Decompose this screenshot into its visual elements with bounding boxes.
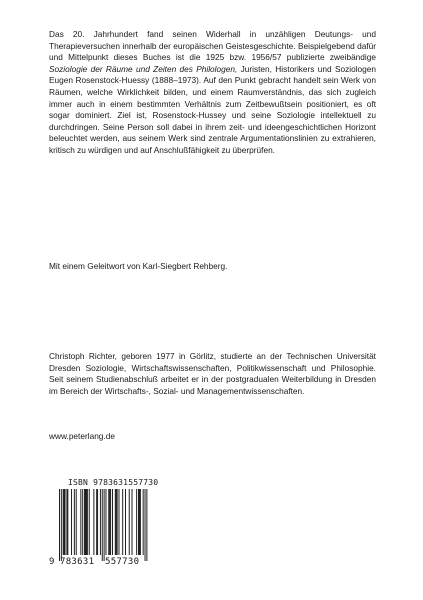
barcode-bar xyxy=(84,489,85,555)
barcode-bar xyxy=(140,489,141,555)
barcode-bar xyxy=(100,489,101,555)
barcode-bar xyxy=(110,489,111,555)
barcode-bar xyxy=(59,489,60,561)
barcode-bar xyxy=(85,489,86,555)
barcode-bar xyxy=(93,489,94,555)
foreword-note: Mit einem Geleitwort von Karl-Siegbert Rehberg. xyxy=(49,261,228,271)
blurb-text-part2: Juristen, Historikers und Soziologen Eugen Rosenstock-Huessy (1888–1973). Auf den Punkt gebracht handelt sein Werk von Räumen, welche Wirklichkeit bilden, und einem Raumverständnis, das sich zugleich immer auch in einem bestimmten Verhältnis zum Zeitbewußtsein positioniert, es oft sogar dominiert. Ziel ist, Rosenstock-Hussey und seine Soziologie intellektuell zu durchdringen. Seine Person soll dabei in ihrem zeit- und ideengeschichtlichen Horizont beleuchtet werden, aus seinem Werk sind zentrale Argumentationslinien zu extrahieren, kritisch zu würdigen und auf Anschlußfähigkeit zu überprüfen. xyxy=(49,63,376,155)
barcode-bar xyxy=(61,489,62,561)
barcode-bars xyxy=(49,489,149,561)
barcode-bar xyxy=(129,489,130,555)
barcode-bar xyxy=(106,489,107,555)
barcode-bar xyxy=(143,489,144,555)
ean-first-digit: 9 xyxy=(49,557,55,567)
barcode-bar xyxy=(65,489,66,555)
blurb-text-part1: Das 20. Jahrhundert fand seinen Widerhall in unzähligen Deutungs- und Therapieversuchen innerhalb der europäischen Geistesgeschichte. Beispielgebend dafür und Mittelpunkt dieses Buches ist die 1925 bzw. 1956/57 publizierte zweibändige xyxy=(49,29,376,63)
barcode-bar xyxy=(82,489,83,555)
barcode-bar xyxy=(63,489,64,555)
barcode-bar xyxy=(102,489,103,561)
barcode-bar xyxy=(132,489,133,555)
ean-left-group: 783631 xyxy=(60,557,95,567)
barcode-bar xyxy=(87,489,88,555)
barcode-bar xyxy=(115,489,116,555)
barcode-bar xyxy=(112,489,113,555)
barcode-bar xyxy=(74,489,75,555)
barcode-bar xyxy=(125,489,126,555)
barcode-bar xyxy=(138,489,139,555)
author-bio: Christoph Richter, geboren 1977 in Görlitz, studierte an der Technischen Universität Dresden Soziologie, Wirtschaftswissenschaften, Politikwissenschaft und Philosophie. Seit seinem Studienabschluß arbeitet er in der postgradualen Weiterbildung in Dresden im Bereich der Wirtschafts-, Sozial- und Managementwissenschaften. xyxy=(49,351,376,396)
barcode-bar xyxy=(109,489,110,555)
barcode-bar xyxy=(64,489,65,555)
barcode-bar xyxy=(76,489,77,555)
barcode-bar xyxy=(80,489,81,555)
back-cover-blurb xyxy=(49,29,376,157)
publisher-website: www.peterlang.de xyxy=(49,431,115,441)
barcode-bar xyxy=(146,489,147,561)
barcode-bar xyxy=(97,489,98,555)
barcode-bar xyxy=(108,489,109,555)
barcode-bar xyxy=(89,489,90,555)
isbn-barcode xyxy=(49,478,159,580)
book-title: Soziologie der Räume und Zeiten des Philologen, xyxy=(49,63,238,74)
barcode-bar xyxy=(116,489,117,555)
barcode-bar xyxy=(66,489,67,555)
barcode-bar xyxy=(119,489,120,555)
barcode-bar xyxy=(117,489,118,555)
barcode-bar xyxy=(145,489,146,561)
barcode-bar xyxy=(71,489,72,555)
barcode-bar xyxy=(104,489,105,561)
barcode-bar xyxy=(136,489,137,555)
barcode-bar xyxy=(122,489,123,555)
barcode-bar xyxy=(96,489,97,555)
ean-right-group: 557730 xyxy=(105,557,140,567)
barcode-bar xyxy=(139,489,140,555)
barcode-bar xyxy=(86,489,87,555)
barcode-bar xyxy=(67,489,68,555)
isbn-label: ISBN 9783631557730 xyxy=(68,478,159,487)
